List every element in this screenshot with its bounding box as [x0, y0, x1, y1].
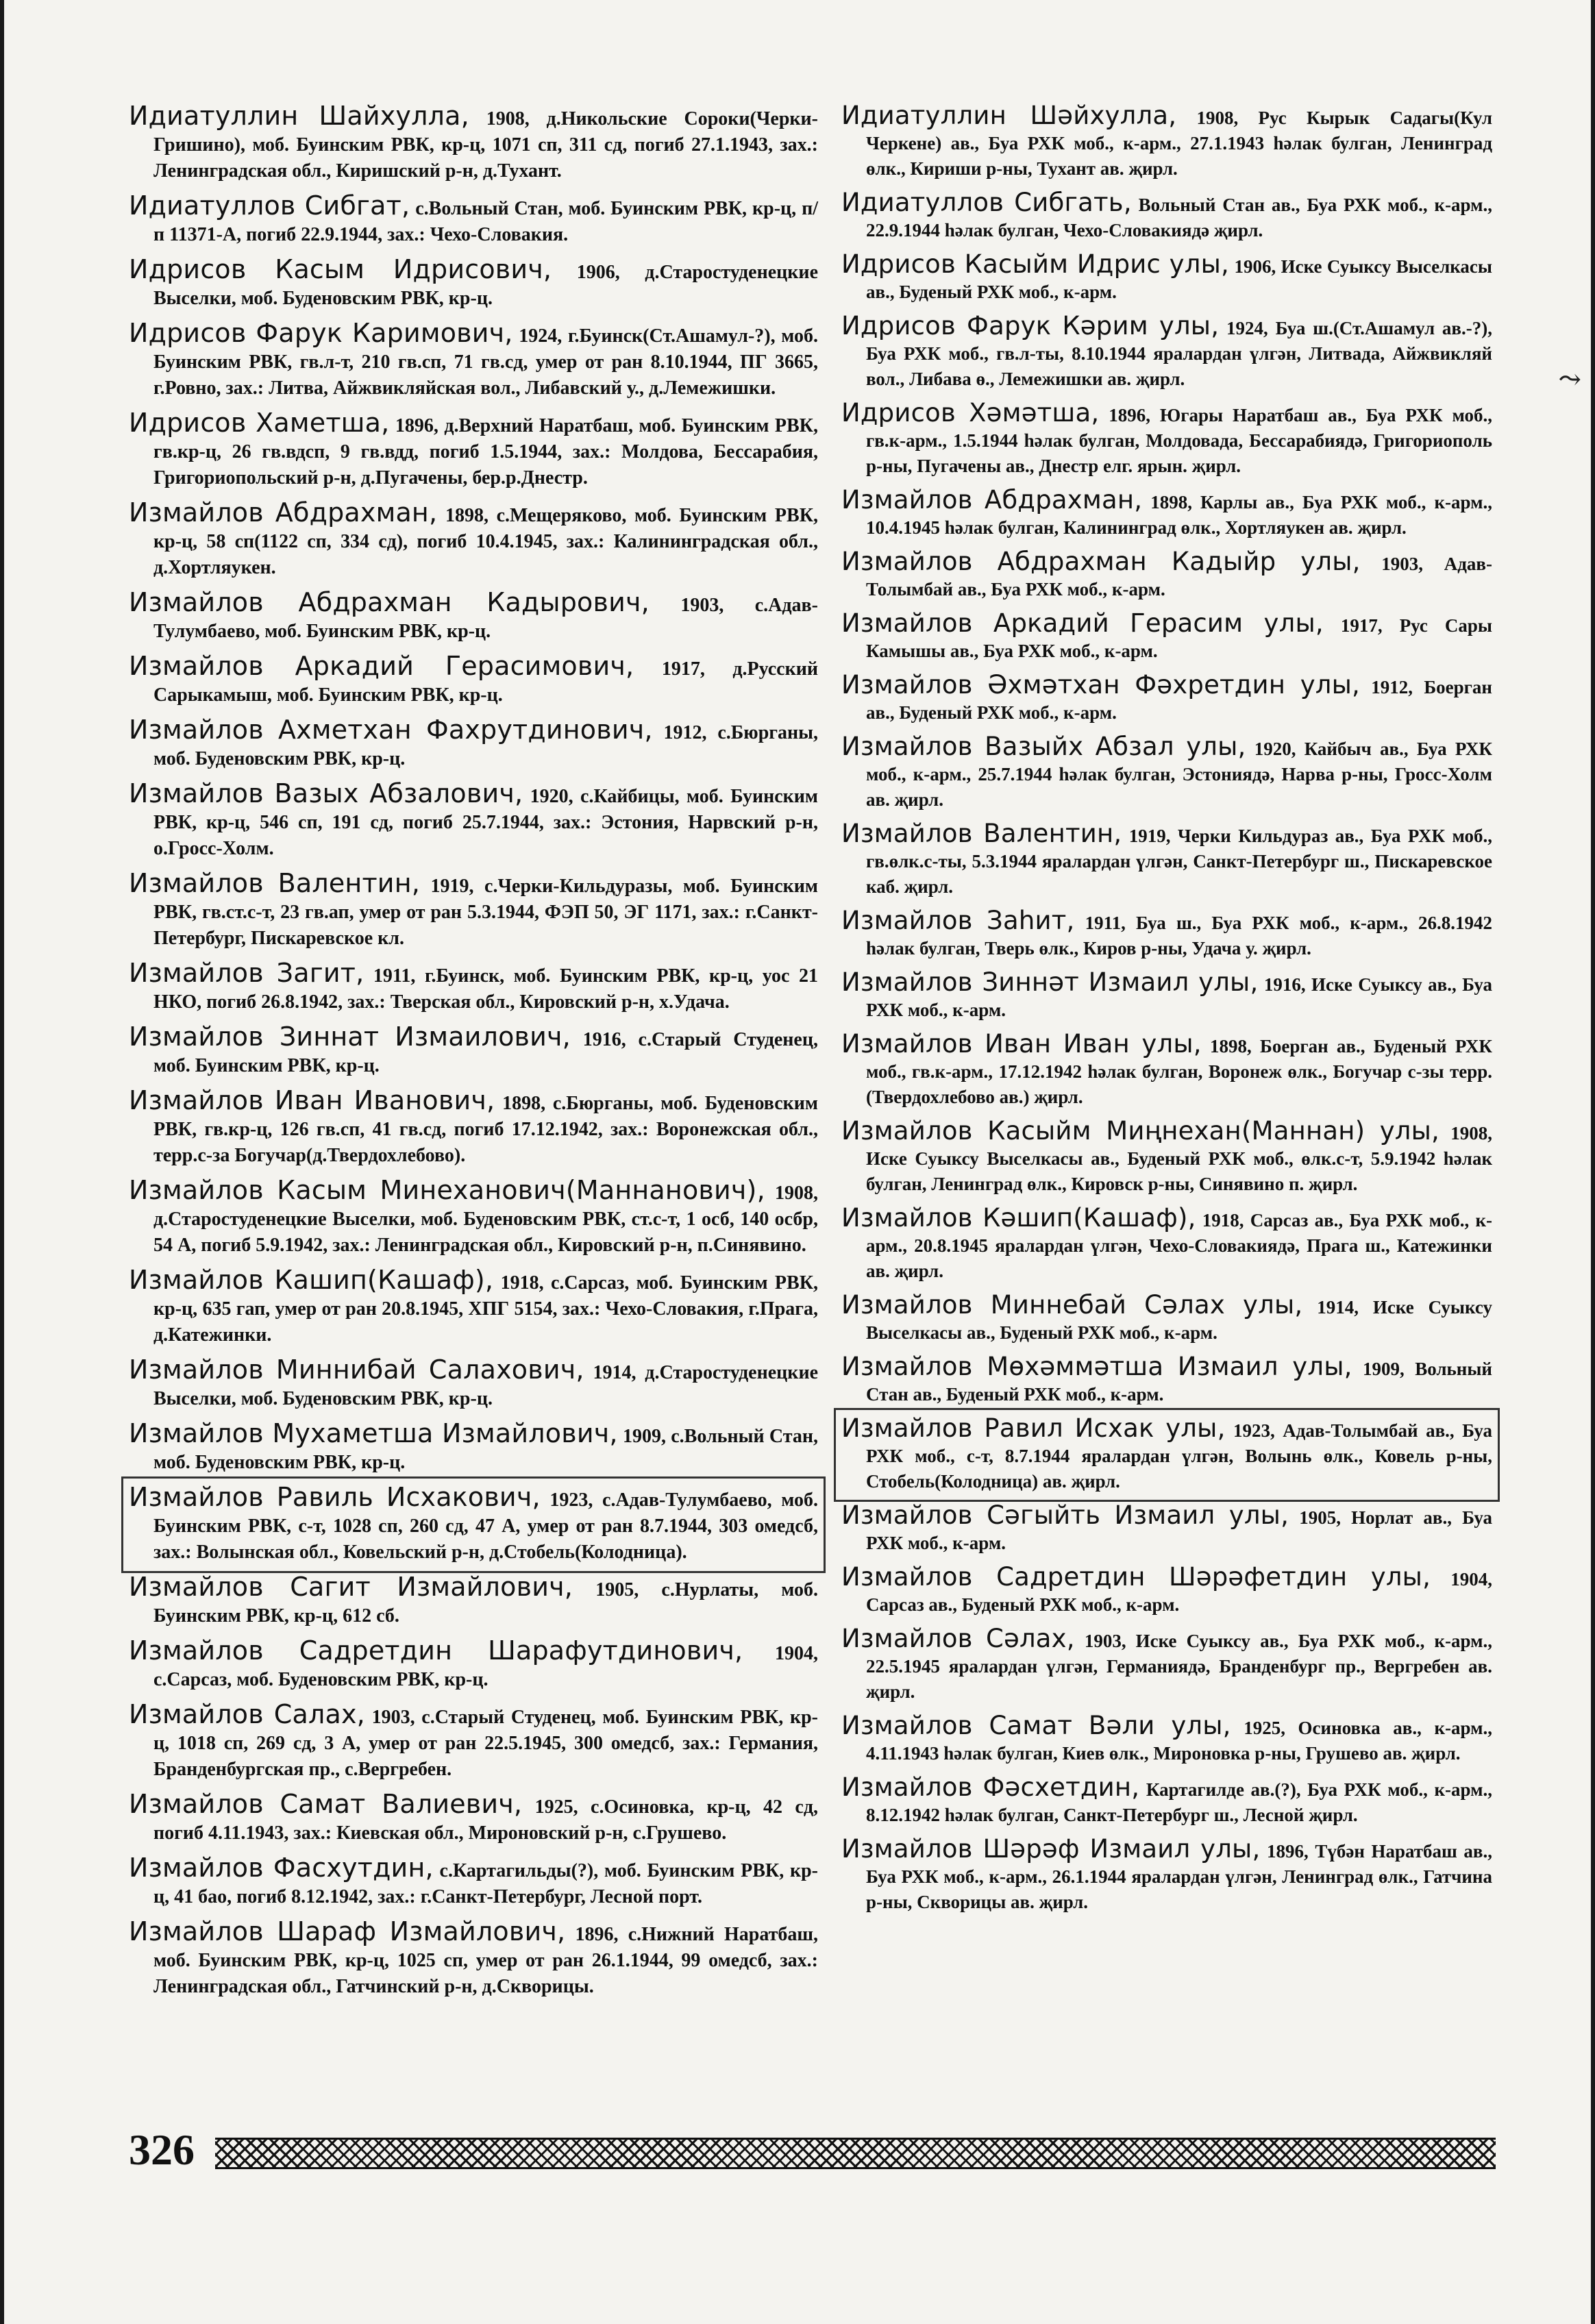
- entry-name: Измайлов Ахметхан Фахрутдинович,: [129, 715, 653, 745]
- entry-name: Измайлов Миннебай Сәлах улы,: [841, 1290, 1303, 1320]
- memorial-entry: [841, 1292, 1492, 1346]
- entry-name: Измайлов Зиннат Измаилович,: [129, 1022, 571, 1052]
- entry-details: 1896, д.Верхний Наратбаш, моб. Буинским РВК, гв.кр-ц, 26 гв.вдсп, 9 гв.вдд, погиб 1.5.1944, зах.: Молдова, Бессарабия, Григориопольский р-н, д.Пугачены, бер.р.Днестр.: [153, 415, 818, 489]
- entry-name: Идрисов Касыйм Идрис улы,: [841, 249, 1230, 279]
- tatar-column: [841, 103, 1492, 1923]
- entry-details: 1920, Кайбыч ав., Буа РХК моб., к-арм., 25.7.1944 һәлак булган, Эстониядә, Нарва р-ны, Гросс-Холм ав. җирл.: [866, 739, 1492, 810]
- entry-name: Измайлов Миннибай Салахович,: [129, 1355, 584, 1385]
- entry-details: с.Картагильды(?), моб. Буинским РВК, кр-ц, 41 бао, погиб 8.12.1942, зах.: г.Санкт-Петербург, Лесной порт.: [153, 1860, 818, 1907]
- entry-name: Измайлов Вазыйх Абзал улы,: [841, 732, 1246, 761]
- entry-details: 1898, с.Бюрганы, моб. Буденовским РВК, гв.кр-ц, 126 гв.сп, 41 гв.сд, погиб 17.12.1942, зах.: Воронежская обл., терр.с-за Богучар(д.Твердохлебово).: [153, 1093, 818, 1166]
- entry-details: 1903, Адав-Толымбай ав., Буа РХК моб., к-арм.: [866, 554, 1492, 599]
- entry-details: 1896, с.Нижний Наратбаш, моб. Буинским РВК, кр-ц, 1025 сп, умер от ран 26.1.1944, 99 омедсб, зах.: Ленинградская обл., Гатчинский р-н, д.Скворицы.: [153, 1924, 818, 1997]
- entry-details: 1896, Түбән Наратбаш ав., Буа РХК моб., к-арм., 26.1.1944 яралардан үлгән, Ленинград өлк., Гатчина р-ны, Скворицы ав. җирл.: [866, 1841, 1492, 1912]
- memorial-entry: [841, 1205, 1492, 1284]
- entry-name: Измайлов Шәрәф Измаил улы,: [841, 1834, 1261, 1864]
- entry-name: Измайлов Шараф Измайлович,: [129, 1916, 566, 1946]
- memorial-entry: [129, 1791, 818, 1846]
- memorial-entry: [841, 1713, 1492, 1766]
- entry-details: 1918, с.Сарсаз, моб. Буинским РВК, кр-ц, 635 гап, умер от ран 20.8.1945, ХПГ 5154, зах.: Чехо-Словакия, г.Прага, д.Катежинки.: [153, 1272, 819, 1346]
- page-footer: [129, 2123, 1496, 2177]
- memorial-entry: [841, 1031, 1492, 1110]
- entry-details: 1906, Иске Суыксу Выселкасы ав., Буденый РХК моб., к-арм.: [866, 256, 1492, 302]
- memorial-entry: [129, 589, 818, 645]
- page-edge-left: [0, 0, 4, 2324]
- entry-details: 1912, с.Бюрганы, моб. Буденовским РВК, кр-ц.: [153, 722, 818, 769]
- memorial-entry: [841, 1626, 1492, 1705]
- entry-details: 1914, Иске Суыксу Выселкасы ав., Буденый РХК моб., к-арм.: [866, 1297, 1492, 1343]
- entry-details: 1908, д.Никольские Сороки(Черки-Гришино), моб. Буинским РВК, кр-ц, 1071 сп, 311 сд, погиб 27.1.1943, зах.: Ленинградская обл., Киришский р-н, д.Тухант.: [153, 108, 818, 182]
- entry-details: 1908, д.Старостуденецкие Выселки, моб. Буденовским РВК, ст.с-т, 1 осб, 140 осбр, 54 А, погиб 5.9.1942, зах.: Ленинградская обл., Кировский р-н, п.Синявино.: [153, 1183, 818, 1256]
- memorial-entry: [129, 960, 818, 1015]
- memorial-entry: [841, 734, 1492, 813]
- entry-details: 1920, с.Кайбицы, моб. Буинским РВК, кр-ц, 546 сп, 191 сд, погиб 25.7.1944, зах.: Эстония, Нарвский р-н, о.Гросс-Холм.: [153, 786, 818, 859]
- memorial-entry: [129, 1177, 818, 1259]
- memorial-entry: [129, 256, 818, 312]
- entry-name: Измайлов Кашип(Кашаф),: [129, 1265, 494, 1295]
- entry-name: Измайлов Садретдин Шарафутдинович,: [129, 1635, 743, 1666]
- entry-details: 1919, с.Черки-Кильдуразы, моб. Буинским РВК, гв.ст.с-т, 23 гв.ап, умер от ран 5.3.1944, ФЭП 50, ЭГ 1171, зах.: г.Санкт-Петербург, Пискаревское кл.: [153, 876, 818, 949]
- entry-details: 1908, Иске Суыксу Выселкасы ав., Буденый РХК моб., өлк.с-т, 5.9.1942 һәлак булган, Ленинград өлк., Кировск р-ны, Синявино п. җирл.: [866, 1123, 1492, 1194]
- entry-name: Идиатуллин Шайхулла,: [129, 101, 469, 131]
- entry-name: Измайлов Загит,: [129, 958, 364, 988]
- memorial-entry: [129, 320, 818, 401]
- entry-name: Измайлов Иван Иванович,: [129, 1085, 495, 1115]
- entry-name: Измайлов Сагит Измайлович,: [129, 1572, 573, 1602]
- entry-details: 1903, с.Старый Студенец, моб. Буинским РВК, кр-ц, 1018 сп, 269 сд, 3 А, умер от ран 22.5.1945, 300 омедсб, зах.: Германия, Бранденбургская пр., с.Вергребен.: [153, 1707, 818, 1780]
- entry-name: Измайлов Самат Валиевич,: [129, 1789, 523, 1819]
- entry-name: Измайлов Салах,: [129, 1699, 365, 1729]
- memorial-entry: [129, 780, 818, 862]
- entry-details: 1916, Иске Суыксу ав., Буа РХК моб., к-арм.: [866, 974, 1492, 1020]
- entry-name: Идрисов Хәмәтша,: [841, 398, 1100, 428]
- entry-details: 1924, г.Буинск(Ст.Ашамул-?), моб. Буинским РВК, гв.л-т, 210 гв.сп, 71 гв.сд, умер от ран 8.10.1944, ПГ 3665, г.Ровно, зах.: Литва, Айжвикляйская вол., Либавский у., д.Лемежишки.: [153, 325, 818, 399]
- memorial-entry: [129, 410, 818, 491]
- entry-name: Идрисов Фарук Каримович,: [129, 318, 513, 348]
- entry-details: 1906, д.Старостуденецкие Выселки, моб. Буденовским РВК, кр-ц.: [153, 262, 818, 309]
- memorial-entry: [841, 969, 1492, 1023]
- entry-name: Измайлов Валентин,: [129, 868, 421, 898]
- entry-name: Измайлов Равиль Исхакович,: [129, 1482, 541, 1512]
- entry-details: 1923, с.Адав-Тулумбаево, моб. Буинским РВК, с-т, 1028 сп, 260 сд, 47 А, умер от ран 8.7.1944, 303 омедсб, зах.: Волынская обл., Ковельский р-н, д.Стобель(Колодница).: [153, 1489, 818, 1563]
- memorial-entry: [129, 1574, 818, 1629]
- entry-details: 1912, Боерган ав., Буденый РХК моб., к-арм.: [866, 677, 1492, 723]
- memorial-entry: [841, 908, 1492, 961]
- entry-name: Измайлов Фасхутдин,: [129, 1853, 434, 1883]
- entry-name: Измайлов Әхмәтхан Фәхретдин улы,: [841, 670, 1361, 700]
- entry-details: Вольный Стан ав., Буа РХК моб., к-арм., 22.9.1944 һәлак булган, Чехо-Словакиядә җирл.: [866, 195, 1492, 240]
- entry-name: Измайлов Абдрахман Кадырович,: [129, 587, 650, 617]
- entry-name: Измайлов Равил Исхак улы,: [841, 1413, 1226, 1443]
- memorial-entry: [129, 1024, 818, 1079]
- entry-name: Измайлов Касым Минеханович(Маннанович),: [129, 1175, 765, 1205]
- page-edge-right: [1591, 0, 1595, 2324]
- entry-name: Измайлов Садретдин Шәрәфетдин улы,: [841, 1562, 1431, 1592]
- entry-name: Измайлов Касыйм Миңнехан(Маннан) улы,: [841, 1116, 1440, 1146]
- entry-details: 1923, Адав-Толымбай ав., Буа РХК моб., с-т, 8.7.1944 яралардан үлгән, Волынь өлк., Ковель р-ны, Стобель(Колодница) ав. җирл.: [866, 1420, 1492, 1492]
- entry-details: 1925, с.Осиновка, кр-ц, 42 сд, погиб 4.11.1943, зах.: Киевская обл., Мироновский р-н, с.Грушево.: [153, 1796, 818, 1844]
- memorial-entry: [841, 1500, 1492, 1556]
- entry-name: Измайлов Мөхәммәтша Измаил улы,: [841, 1352, 1352, 1381]
- memorial-entry: [841, 1413, 1492, 1494]
- entry-details: 1925, Осиновка ав., к-арм., 4.11.1943 һәлак булган, Киев өлк., Мироновка р-ны, Грушево ав. җирл.: [866, 1718, 1492, 1764]
- memorial-entry: [129, 1087, 818, 1169]
- entry-name: Измайлов Аркадий Герасим улы,: [841, 608, 1324, 638]
- memorial-entry: [841, 672, 1492, 726]
- memorial-entry: [129, 717, 818, 772]
- memorial-entry: [129, 1701, 818, 1783]
- entry-details: 1908, Рус Кырык Садагы(Кул Черкене) ав., Буа РХК моб., к-арм., 27.1.1943 һәлак булган, Ленинград өлк., Кириши р-ны, Тухант ав. җирл.: [866, 108, 1492, 179]
- entry-details: 1904, Сарсаз ав., Буденый РХК моб., к-арм.: [866, 1569, 1492, 1615]
- entry-name: Идиатуллов Сибгать,: [841, 188, 1132, 217]
- memorial-entry: [841, 1564, 1492, 1618]
- entry-name: Идрисов Фарук Кәрим улы,: [841, 311, 1220, 341]
- memorial-entry: [129, 1637, 818, 1693]
- memorial-entry: [841, 549, 1492, 602]
- entry-details: 1905, Норлат ав., Буа РХК моб., к-арм.: [866, 1507, 1492, 1553]
- entry-name: Измайлов Иван Иван улы,: [841, 1029, 1202, 1059]
- entry-details: 1905, с.Нурлаты, моб. Буинским РВК, кр-ц, 612 сб.: [153, 1579, 818, 1627]
- entry-details: Картагилде ав.(?), Буа РХК моб., к-арм., 8.12.1942 һәлак булган, Санкт-Петербург ш., Лесной җирл.: [866, 1779, 1493, 1825]
- entry-name: Идиатуллин Шәйхулла,: [841, 101, 1177, 130]
- entry-name: Измайлов Зиннәт Измаил улы,: [841, 967, 1259, 997]
- memorial-entry: [841, 103, 1492, 182]
- page-number: 326: [129, 2125, 195, 2174]
- entry-details: 1898, Карлы ав., Буа РХК моб., к-арм., 10.4.1945 һәлак булган, Калининград өлк., Хортляукен ав. җирл.: [866, 492, 1492, 538]
- ornamental-border: [215, 2138, 1496, 2169]
- memorial-entry: [841, 313, 1492, 392]
- entry-name: Измайлов Абдрахман,: [841, 485, 1143, 515]
- memorial-entry: [841, 1772, 1493, 1828]
- entry-name: Идрисов Касым Идрисович,: [129, 254, 552, 284]
- entry-name: Измайлов Самат Вәли улы,: [841, 1711, 1231, 1740]
- entry-details: 1903, с.Адав-Тулумбаево, моб. Буинским РВК, кр-ц.: [153, 595, 818, 642]
- memorial-entry: [841, 1118, 1492, 1197]
- memorial-entry: [129, 190, 818, 248]
- entry-name: Измайлов Абдрахман,: [129, 497, 438, 528]
- entry-name: Измайлов Вазых Абзалович,: [129, 778, 523, 808]
- memorial-entry: [129, 1855, 818, 1910]
- entry-details: 1924, Буа ш.(Ст.Ашамул ав.-?), Буа РХК моб., гв.л-ты, 8.10.1944 яралардан үлгән, Литвада, Айжвикляй вол., Либава ө., Лемежишки ав. җирл.: [866, 318, 1492, 389]
- entry-details: 1911, Буа ш., Буа РХК моб., к-арм., 26.8.1942 һәлак булган, Тверь өлк., Киров р-ны, Удача у. җирл.: [866, 913, 1492, 959]
- memorial-entry: [129, 1420, 818, 1476]
- entry-name: Измайлов Кәшип(Кашаф),: [841, 1203, 1196, 1233]
- memorial-entry: [841, 190, 1492, 243]
- memorial-entry: [129, 1918, 818, 2000]
- russian-column: [129, 103, 818, 2008]
- entry-details: 1918, Сарсаз ав., Буа РХК моб., к-арм., 20.8.1945 яралардан үлгән, Чехо-Словакиядә, Прага ш., Катежинки ав. җирл.: [866, 1210, 1493, 1281]
- entry-name: Измайлов Заһит,: [841, 906, 1075, 935]
- memorial-entry: [129, 1357, 818, 1412]
- entry-details: 1898, Боерган ав., Буденый РХК моб., гв.к-арм., 17.12.1942 һәлак булган, Воронеж өлк., Богучар с-зы терр.(Твердохлебово ав.) җирл.: [866, 1036, 1492, 1107]
- entry-name: Измайлов Абдрахман Кадыйр улы,: [841, 547, 1361, 576]
- entry-details: 1903, Иске Суыксу ав., Буа РХК моб., к-арм., 22.5.1945 яралардан үлгән, Германиядә, Бранденбург пр., Вергребен ав. җирл.: [866, 1631, 1493, 1702]
- entry-name: Измайлов Фәсхетдин,: [841, 1772, 1140, 1802]
- entry-name: Измайлов Сәлах,: [841, 1624, 1075, 1653]
- memorial-entry: [841, 400, 1492, 479]
- memorial-entry: [129, 103, 818, 184]
- entry-name: Измайлов Мухаметша Измайлович,: [129, 1418, 618, 1448]
- memorial-entry: [129, 499, 818, 581]
- memorial-entry: [129, 1267, 818, 1348]
- memorial-entry: [841, 1836, 1492, 1915]
- entry-details: 1917, Рус Сары Камышы ав., Буа РХК моб., к-арм.: [866, 615, 1492, 661]
- entry-details: 1919, Черки Кильдураз ав., Буа РХК моб., гв.өлк.с-ты, 5.3.1944 яралардан үлгән, Санкт-Петербург ш., Пискаревское каб. җирл.: [866, 826, 1492, 897]
- memorial-entry: [129, 653, 818, 708]
- memorial-entry: [129, 1484, 818, 1566]
- entry-details: с.Вольный Стан, моб. Буинским РВК, кр-ц, п/п 11371-А, погиб 22.9.1944, зах.: Чехо-Словакия.: [153, 198, 818, 245]
- entry-name: Идиатуллов Сибгат,: [129, 190, 410, 221]
- entry-details: 1911, г.Буинск, моб. Буинским РВК, кр-ц, уос 21 НКО, погиб 26.8.1942, зах.: Тверская обл., Кировский р-н, х.Удача.: [153, 965, 818, 1013]
- entry-details: 1916, с.Старый Студенец, моб. Буинским РВК, кр-ц.: [153, 1029, 818, 1076]
- entry-details: 1904, с.Сарсаз, моб. Буденовским РВК, кр-ц.: [153, 1643, 818, 1690]
- entry-details: 1909, Вольный Стан ав., Буденый РХК моб., к-арм.: [866, 1359, 1492, 1405]
- entry-name: Идрисов Хаметша,: [129, 408, 390, 438]
- memorial-entry: [841, 610, 1492, 664]
- binding-mark-icon: ⤳: [1558, 364, 1581, 395]
- memorial-entry: [841, 251, 1492, 305]
- memorial-entry: [841, 821, 1492, 900]
- entry-details: 1909, с.Вольный Стан, моб. Буденовским РВК, кр-ц.: [153, 1426, 818, 1473]
- memorial-entry: [841, 1354, 1492, 1407]
- entry-details: 1898, с.Мещеряково, моб. Буинским РВК, кр-ц, 58 сп(1122 сп, 334 сд), погиб 10.4.1945, зах.: Калининградская обл., д.Хортляукен.: [153, 505, 819, 578]
- entry-name: Измайлов Аркадий Герасимович,: [129, 651, 634, 681]
- entry-details: 1896, Югары Наратбаш ав., Буа РХК моб., гв.к-арм., 1.5.1944 һәлак булган, Молдовада, Бессарабиядә, Григориополь р-ны, Пугачены ав., Днестр елг. ярын. җирл.: [866, 405, 1492, 476]
- memorial-entry: [129, 870, 818, 952]
- entry-name: Измайлов Валентин,: [841, 819, 1122, 848]
- entry-name: Измайлов Сәгыйть Измаил улы,: [841, 1500, 1289, 1530]
- entry-details: 1917, д.Русский Сарыкамыш, моб. Буинским РВК, кр-ц.: [153, 658, 818, 706]
- entry-details: 1914, д.Старостуденецкие Выселки, моб. Буденовским РВК, кр-ц.: [153, 1362, 818, 1409]
- memorial-entry: [841, 487, 1492, 541]
